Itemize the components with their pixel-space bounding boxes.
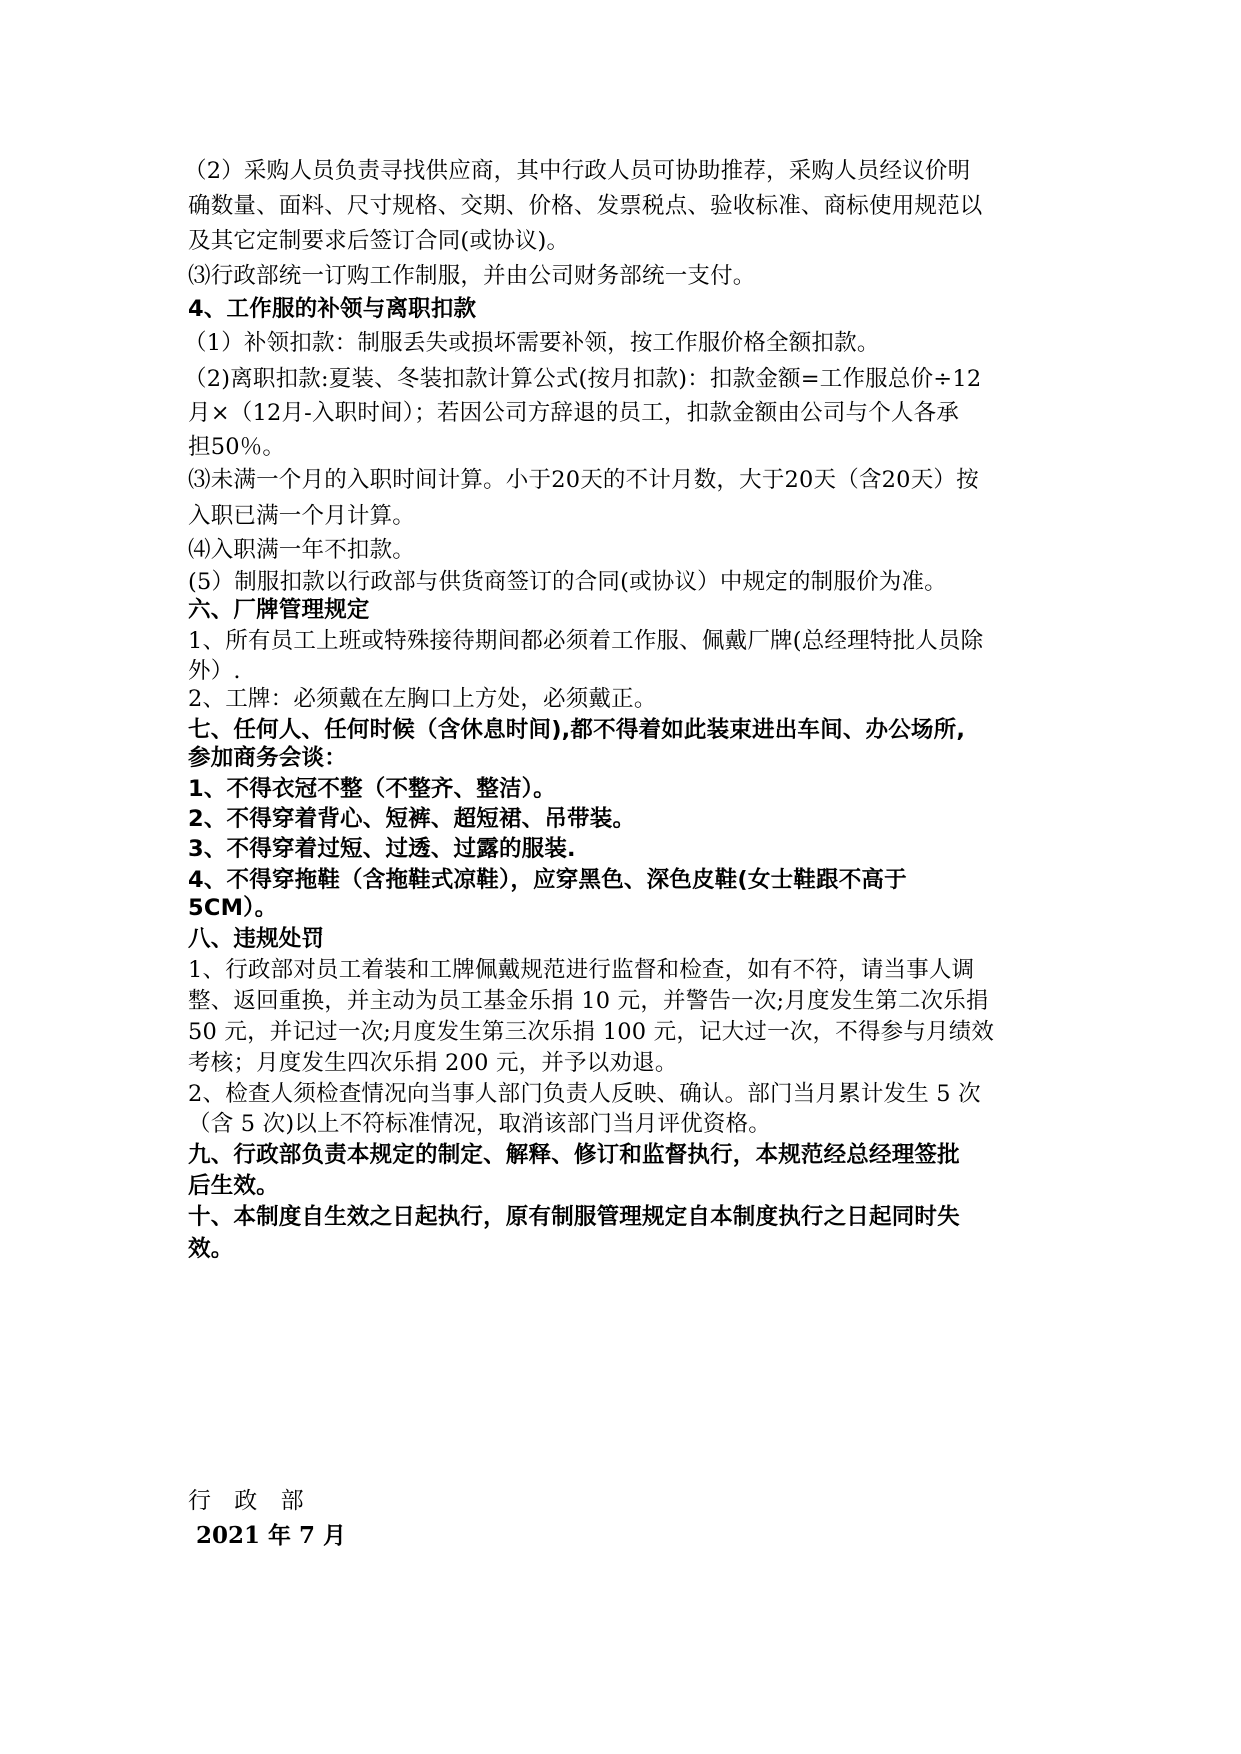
section-heading-line: 八、违规处罚 bbox=[188, 926, 325, 952]
signature-date: 2021 年 7 月 bbox=[196, 1522, 347, 1549]
section-heading-line: 3、不得穿着过短、过透、过露的服装. bbox=[188, 836, 576, 862]
paragraph-line: 月×（12月-入职时间）；若因公司方辞退的员工，扣款金额由公司与个人各承 bbox=[188, 400, 960, 426]
section-heading-line: 4、不得穿拖鞋（含拖鞋式凉鞋），应穿黑色、深色皮鞋(女士鞋跟不高于 bbox=[188, 867, 907, 893]
paragraph-line: ⑷入职满一年不扣款。 bbox=[188, 537, 416, 563]
paragraph-line: （2）采购人员负责寻找供应商，其中行政人员可协助推荐，采购人员经议价明 bbox=[184, 158, 971, 184]
paragraph-line: 1、所有员工上班或特殊接待期间都必须着工作服、佩戴厂牌(总经理特批人员除 bbox=[188, 628, 984, 654]
paragraph-line: 2、检查人须检查情况向当事人部门负责人反映、确认。部门当月累计发生 5 次 bbox=[188, 1081, 981, 1107]
paragraph-line: 入职已满一个月计算。 bbox=[188, 503, 416, 529]
section-heading-line: 参加商务会谈： bbox=[188, 745, 347, 771]
paragraph-line: 50 元，并记过一次;月度发生第三次乐捐 100 元，记大过一次，不得参与月绩效 bbox=[188, 1019, 995, 1045]
section-heading-line: 六、厂牌管理规定 bbox=[188, 597, 370, 623]
paragraph-line: （1）补领扣款：制服丢失或损坏需要补领，按工作服价格全额扣款。 bbox=[184, 330, 880, 356]
section-heading-line: 4、工作服的补领与离职扣款 bbox=[188, 296, 477, 322]
section-heading-line: 后生效。 bbox=[188, 1173, 279, 1199]
section-heading-line: 效。 bbox=[188, 1236, 234, 1262]
section-heading-line: 5CM）。 bbox=[188, 895, 278, 921]
paragraph-line: （含 5 次)以上不符标准情况，取消该部门当月评优资格。 bbox=[188, 1111, 771, 1137]
section-heading-line: 1、不得衣冠不整（不整齐、整洁）。 bbox=[188, 776, 556, 802]
paragraph-line: 整、返回重换，并主动为员工基金乐捐 10 元，并警告一次;月度发生第二次乐捐 bbox=[188, 988, 989, 1014]
section-heading-line: 2、不得穿着背心、短裤、超短裙、吊带装。 bbox=[188, 806, 636, 832]
paragraph-line: 考核；月度发生四次乐捐 200 元，并予以劝退。 bbox=[188, 1050, 678, 1076]
section-heading-line: 九、行政部负责本规定的制定、解释、修订和监督执行，本规范经总经理签批 bbox=[188, 1142, 960, 1168]
paragraph-line: ⑶行政部统一订购工作制服，并由公司财务部统一支付。 bbox=[188, 263, 756, 289]
signature-department: 行 政 部 bbox=[188, 1488, 312, 1514]
section-heading-line: 七、任何人、任何时候（含休息时间),都不得着如此装束进出车间、办公场所, bbox=[188, 717, 966, 743]
paragraph-line: 及其它定制要求后签订合同(或协议)。 bbox=[188, 228, 570, 254]
paragraph-line: 确数量、面料、尺寸规格、交期、价格、发票税点、验收标准、商标使用规范以 bbox=[188, 193, 983, 219]
paragraph-line: 1、行政部对员工着装和工牌佩戴规范进行监督和检查，如有不符，请当事人调 bbox=[188, 957, 975, 983]
section-heading-line: 十、本制度自生效之日起执行，原有制服管理规定自本制度执行之日起同时失 bbox=[188, 1204, 960, 1230]
paragraph-line: 担50％。 bbox=[188, 434, 286, 460]
paragraph-line: 2、工牌：必须戴在左胸口上方处，必须戴正。 bbox=[188, 686, 657, 712]
paragraph-line: ⑶未满一个月的入职时间计算。小于20天的不计月数，大于20天（含20天）按 bbox=[188, 467, 979, 493]
paragraph-line: 外）. bbox=[188, 658, 241, 684]
paragraph-line: (5）制服扣款以行政部与供货商签订的合同(或协议）中规定的制服价为准。 bbox=[188, 569, 947, 595]
paragraph-line: （2)离职扣款:夏装、冬装扣款计算公式(按月扣款)：扣款金额=工作服总价÷12 bbox=[184, 366, 982, 392]
